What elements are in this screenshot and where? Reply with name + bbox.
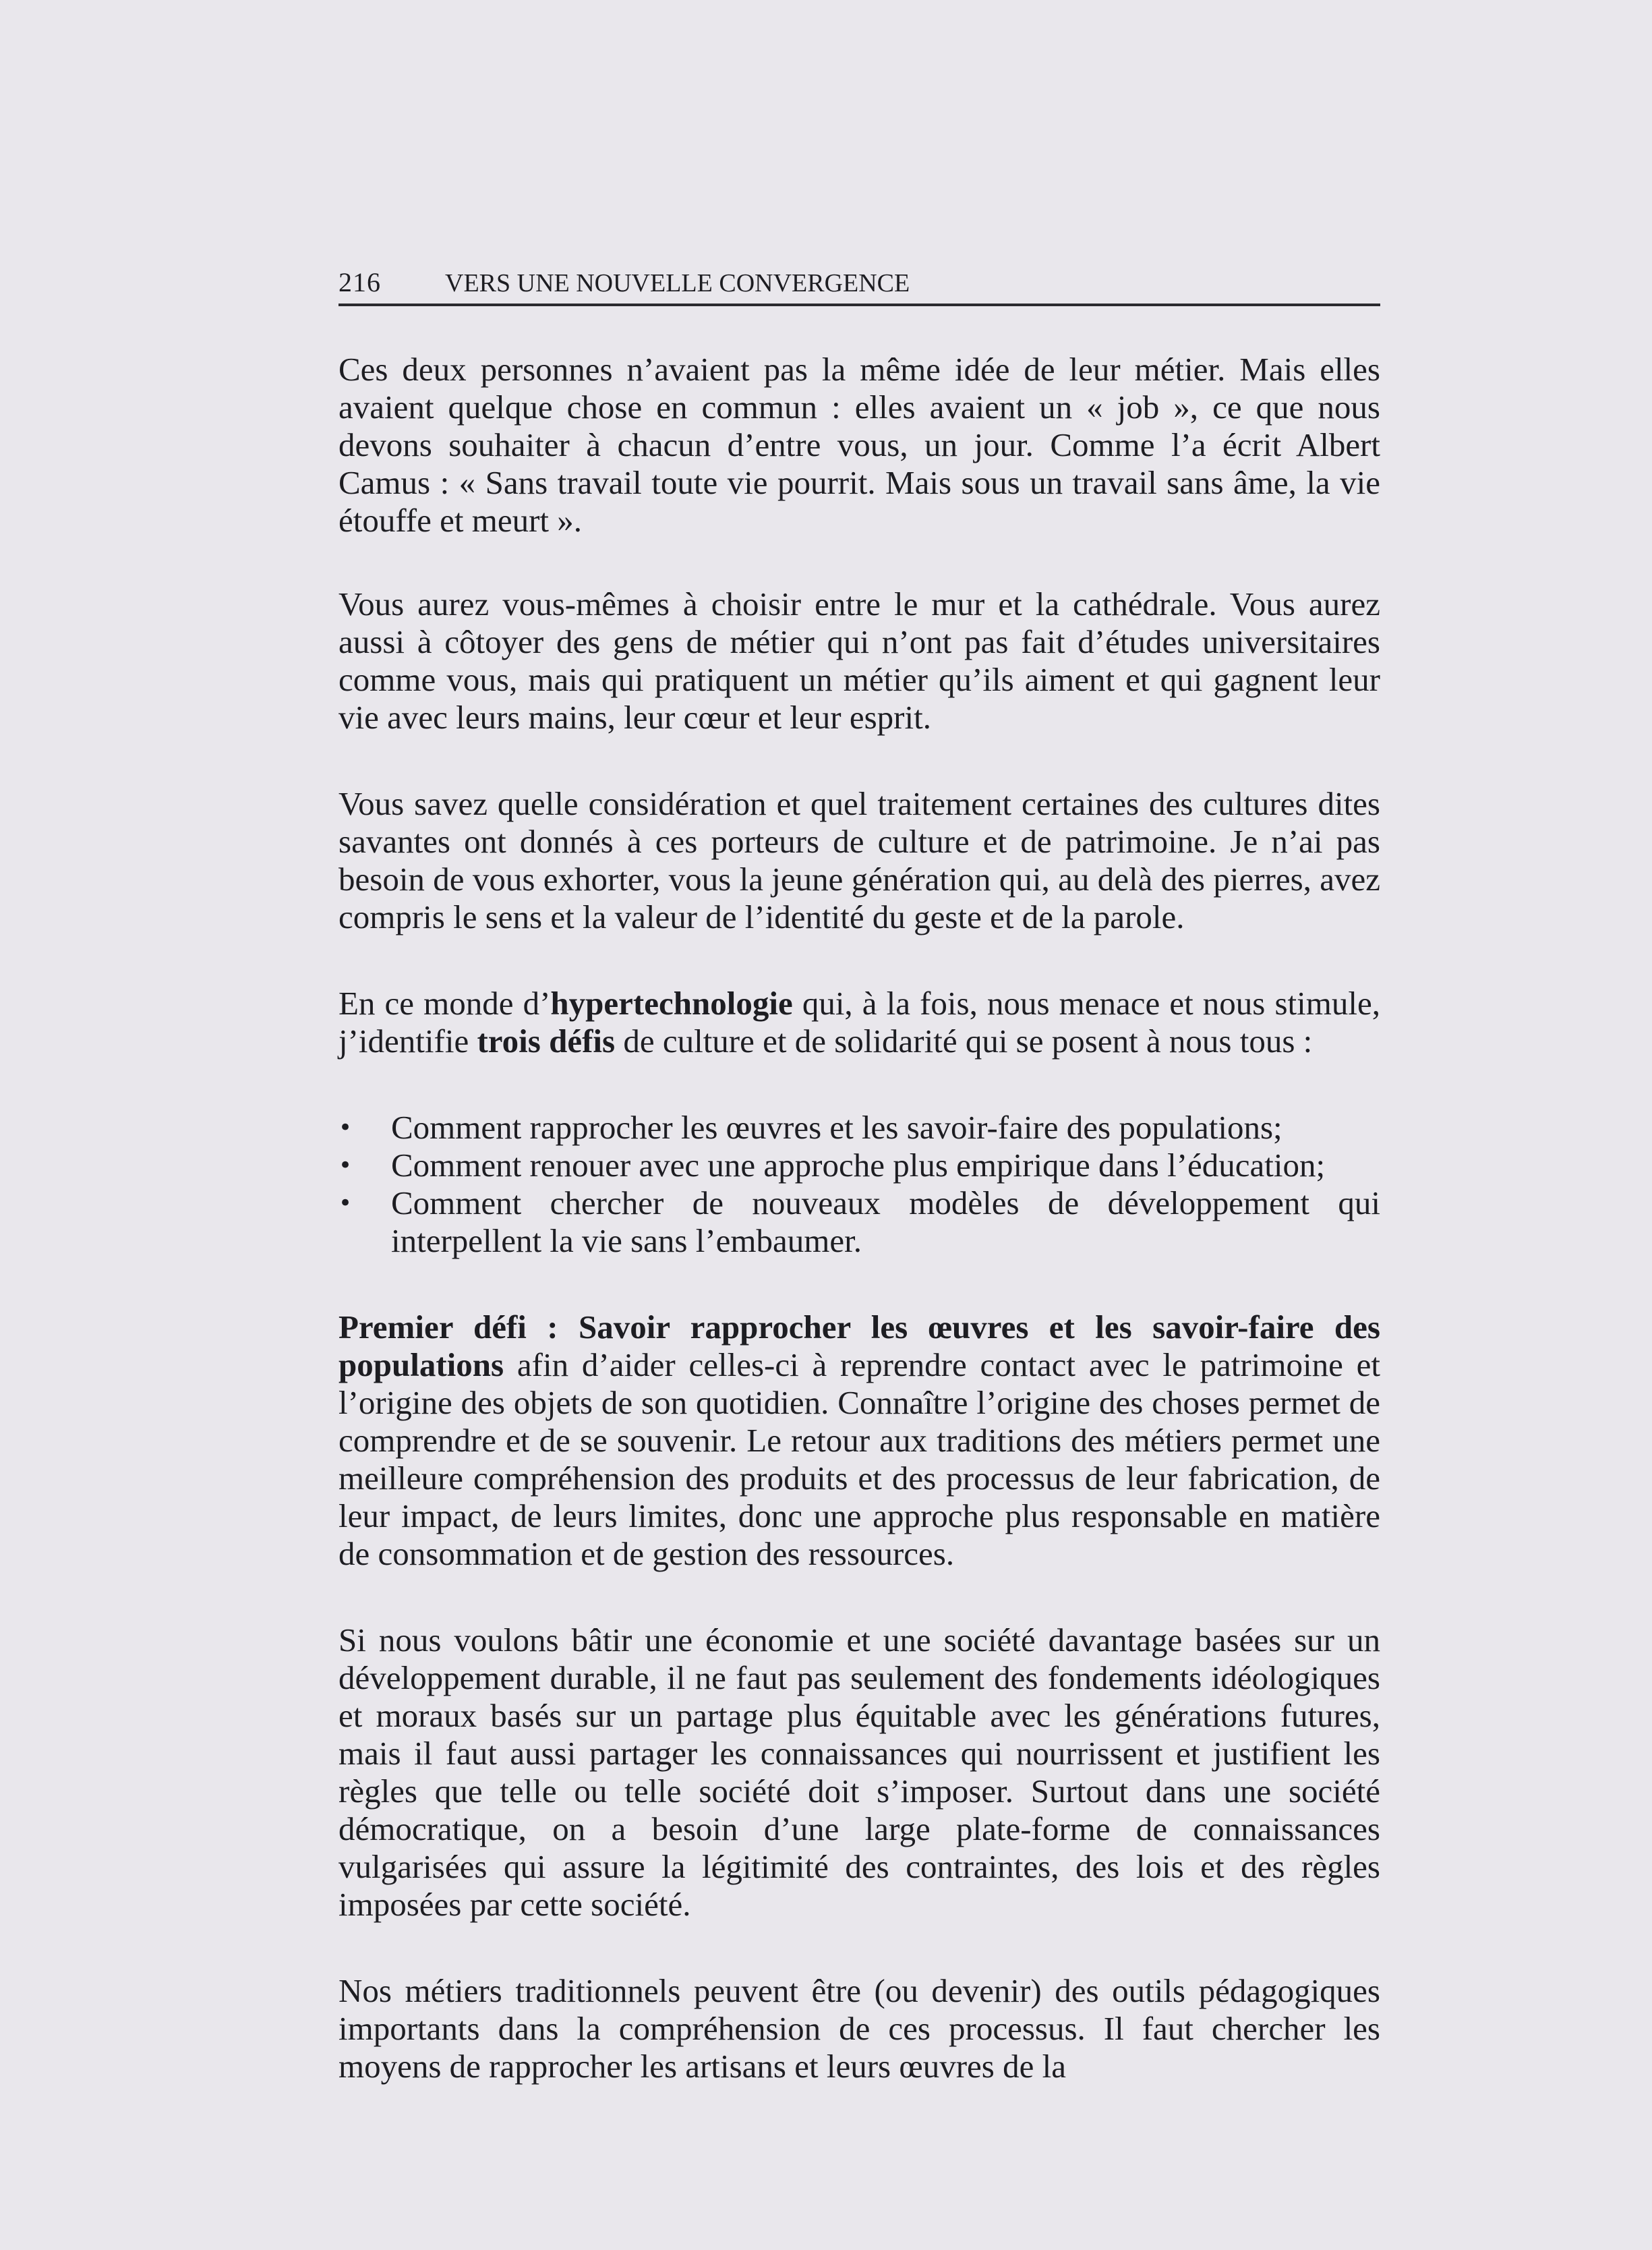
list-item: [338, 1184, 1380, 1260]
bullet-icon: •: [338, 1114, 353, 1141]
paragraph-5-text: afin d’aider celles-ci à reprendre contact avec le patrimoine et l’origine des objets de son quotidien. Connaître l’origine des choses permet de comprendre et de se souvenir. Le retour aux traditions des métiers permet une meilleure compréhension des produits et des processus de leur fabrication, de leur impact, de leurs limites, donc une approche plus responsable en matière de consommation et de gestion des ressources.: [338, 1346, 1380, 1572]
list-item: [338, 1109, 1380, 1147]
paragraph-3: Vous savez quelle considération et quel traitement certaines des cultures dites savantes ont donnés à ces porteurs de culture et de patrimoine. Je n’ai pas besoin de vous exhorter, vous la jeune génération qui, au delà des pierres, avez compris le sens et la valeur de l’identité du geste et de la parole.: [338, 785, 1380, 935]
paragraph-6: Si nous voulons bâtir une économie et une société davantage basées sur un développement durable, il ne faut pas seulement des fondements idéologiques et moraux basés sur un partage plus équitable avec les générations futures, mais il faut aussi partager les connaissances qui nourrissent et justifient les règles que telle ou telle société doit s’imposer. Surtout dans une société démocratique, on a besoin d’une large plate-forme de connaissances vulgarisées qui assure la légitimité des contraintes, des lois et des règles imposées par cette société.: [338, 1621, 1380, 1923]
page-number: 216: [338, 267, 381, 297]
trois-defis-emphasis: trois défis: [477, 1022, 616, 1060]
paragraph-4-text-c: de culture et de solidarité qui se posent à nous tous :: [615, 1022, 1313, 1060]
list-item-text: Comment rapprocher les œuvres et les savoir-faire des populations;: [391, 1109, 1282, 1146]
hypertechnologie-emphasis: hypertechnologie: [550, 985, 793, 1022]
challenges-list: [338, 1109, 1380, 1260]
page-header: [338, 259, 1380, 306]
paragraph-4-text-a: En ce monde d’: [338, 985, 551, 1022]
list-item-text: Comment chercher de nouveaux modèles de développement qui interpellent la vie sans l’embaumer.: [391, 1184, 1380, 1259]
paragraph-4-text-b: qui, à la fois, nous menace et nous stimule, j’identifie: [338, 985, 1380, 1060]
paragraph-7: Nos métiers traditionnels peuvent être (ou devenir) des outils pédagogiques importants dans la compréhension de ces processus. Il faut chercher les moyens de rapprocher les artisans et leurs œuvres de la: [338, 1972, 1380, 2085]
running-title: VERS UNE NOUVELLE CONVERGENCE: [445, 269, 910, 297]
premier-defi-heading: Premier défi : Savoir rapprocher les œuvres et les savoir-faire des populations: [338, 1308, 1380, 1383]
paragraph-2: Vous aurez vous-mêmes à choisir entre le mur et la cathédrale. Vous aurez aussi à côtoyer des gens de métier qui n’ont pas fait d’études universitaires comme vous, mais qui pratiquent un métier qu’ils aiment et qui gagnent leur vie avec leurs mains, leur cœur et leur esprit.: [338, 585, 1380, 736]
list-item: [338, 1147, 1380, 1184]
list-item-text: Comment renouer avec une approche plus empirique dans l’éducation;: [391, 1147, 1326, 1184]
paragraph-5: [338, 1308, 1380, 1573]
bullet-icon: •: [338, 1190, 353, 1217]
paragraph-4: [338, 985, 1380, 1060]
bullet-icon: •: [338, 1152, 353, 1179]
body-text: [338, 351, 1380, 2134]
paragraph-1: Ces deux personnes n’avaient pas la même idée de leur métier. Mais elles avaient quelque chose en commun : elles avaient un « job », ce que nous devons souhaiter à chacun d’entre vous, un jour. Comme l’a écrit Albert Camus : « Sans travail toute vie pourrit. Mais sous un travail sans âme, la vie étouffe et meurt ».: [338, 351, 1380, 539]
